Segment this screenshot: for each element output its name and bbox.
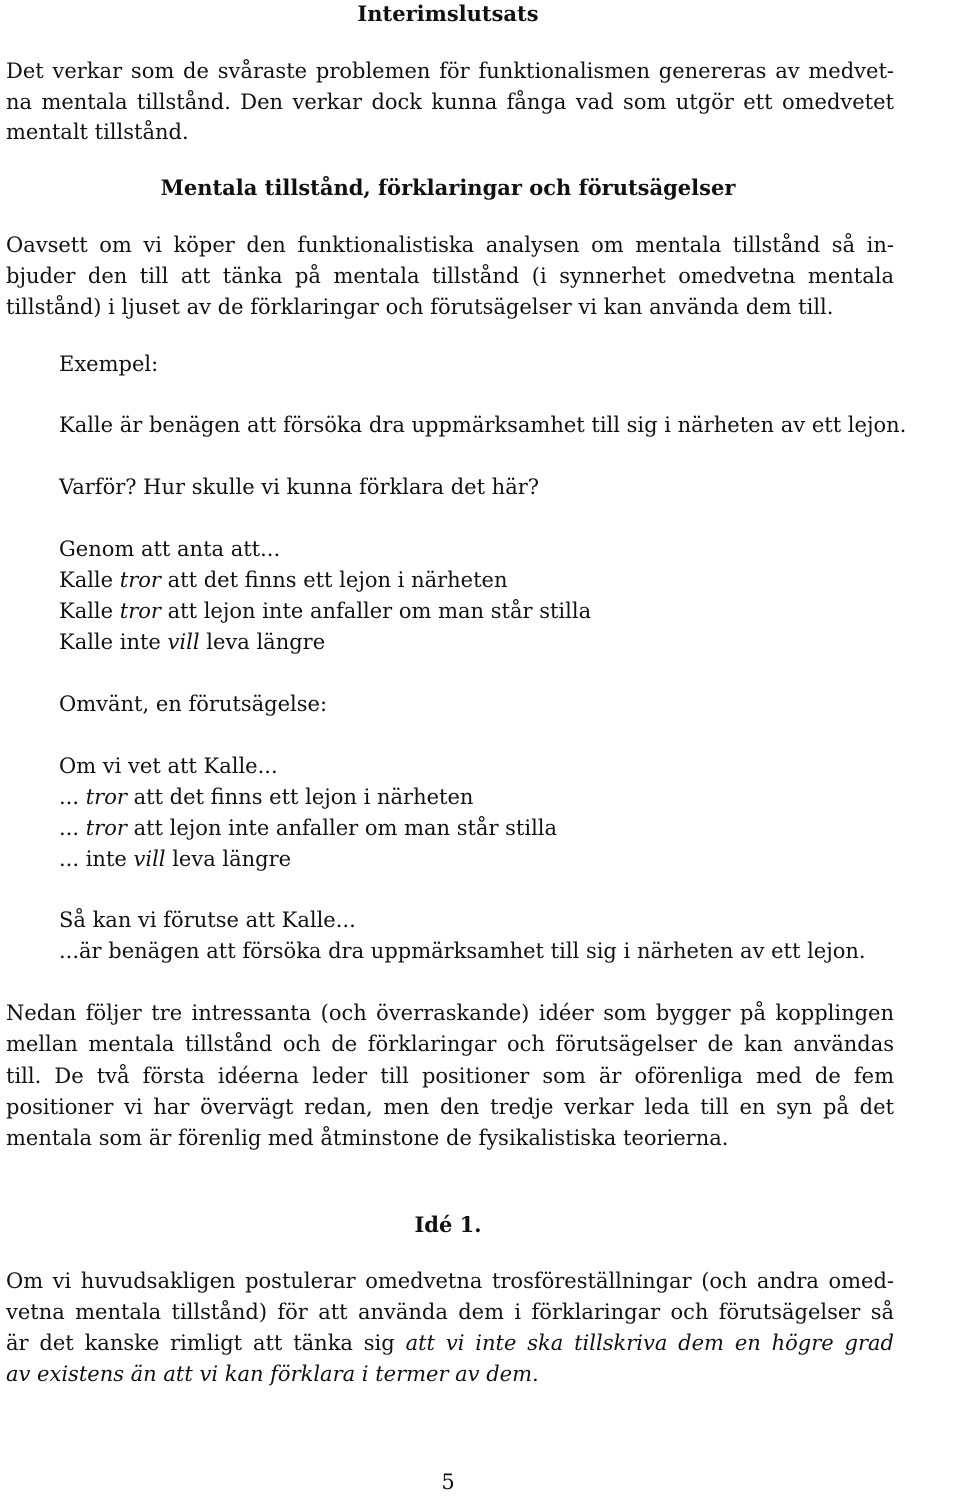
para2-line1: Oavsett om vi köper den funktionalistiska analysen om mentala tillstånd så in-: [6, 233, 894, 257]
conversely-label: Omvänt, en förutsägelse:: [59, 692, 328, 716]
page-number: 5: [441, 1470, 455, 1494]
belief2-subject: Kalle: [59, 599, 114, 623]
para3-line2: mellan mentala tillstånd och de förklaringar och förutsägelser de kan användas: [6, 1032, 894, 1056]
belief2-rest: att lejon inte anfaller om man står stilla: [167, 599, 592, 623]
predict-desire-verb: vill: [133, 847, 166, 871]
belief2-verb: tror: [119, 599, 161, 623]
predict-belief-2: [59, 814, 557, 842]
para3-line3: till. De två första idéerna leder till positioner som är oförenliga med de fem: [6, 1064, 894, 1088]
para3-line5: mentala som är förenlig med åtminstone de fysikalistiska teorierna.: [6, 1126, 729, 1150]
belief-line-1: [59, 566, 508, 594]
belief1-rest: att det finns ett lejon i närheten: [167, 568, 508, 592]
predict-belief1-ellipsis: ...: [59, 785, 80, 809]
desire-verb: vill: [167, 630, 200, 654]
if-know-line: Om vi vet att Kalle...: [59, 754, 278, 778]
para3-line4: positioner vi har övervägt redan, men den tredje verkar leda till en syn på det: [6, 1095, 894, 1119]
idea-heading: Idé 1.: [414, 1212, 482, 1237]
predict-belief1-verb: tror: [85, 785, 127, 809]
example-label: Exempel:: [59, 352, 159, 376]
belief1-verb: tror: [119, 568, 161, 592]
para4-line3-italic: att vi inte ska tillskriva dem en högre grad: [405, 1331, 894, 1355]
para4-line4: av existens än att vi kan förklara i termer av dem.: [6, 1362, 539, 1386]
predict-line: Så kan vi förutse att Kalle...: [59, 908, 356, 932]
example-question: Varför? Hur skulle vi kunna förklara det här?: [59, 475, 540, 499]
desire-line: [59, 628, 325, 656]
para2-line2: bjuder den till att tänka på mentala tillstånd (i synnerhet omedvetna mentala: [6, 264, 894, 288]
para3-line1: Nedan följer tre intressanta (och överraskande) idéer som bygger på kopplingen: [6, 1001, 894, 1025]
predict-result-line: ...är benägen att försöka dra uppmärksamhet till sig i närheten av ett lejon.: [59, 939, 866, 963]
desire-rest: leva längre: [206, 630, 326, 654]
example-scenario: Kalle är benägen att försöka dra uppmärksamhet till sig i närheten av ett lejon.: [59, 413, 907, 437]
para4-line3-plain: är det kanske rimligt att tänka sig: [6, 1331, 395, 1355]
predict-desire: [59, 845, 291, 873]
para2-line3: tillstånd) i ljuset av de förklaringar och förutsägelser vi kan använda dem till.: [6, 295, 834, 319]
para4-line3: [6, 1329, 894, 1357]
predict-belief2-verb: tror: [85, 816, 127, 840]
para1-line3: mentalt tillstånd.: [6, 120, 189, 144]
para4-line2: vetna mentala tillstånd) för att använda dem i förklaringar och förutsägelser så: [6, 1300, 894, 1324]
predict-belief1-rest: att det finns ett lejon i närheten: [133, 785, 474, 809]
para1-line1: Det verkar som de svåraste problemen för funktionalismen genereras av medvet-: [6, 59, 894, 83]
heading-interimslutsats: Interimslutsats: [357, 1, 539, 26]
predict-belief2-rest: att lejon inte anfaller om man står stilla: [133, 816, 558, 840]
predict-desire-pre: ... inte: [59, 847, 127, 871]
heading-mentala-tillstand: Mentala tillstånd, förklaringar och förutsägelser: [160, 175, 736, 200]
para4-line1: Om vi huvudsakligen postulerar omedvetna trosföreställningar (och andra omed-: [6, 1269, 894, 1293]
belief-line-2: [59, 597, 591, 625]
example-assume: Genom att anta att...: [59, 537, 281, 561]
predict-belief2-ellipsis: ...: [59, 816, 80, 840]
predict-belief-1: [59, 783, 473, 811]
para1-line2: na mentala tillstånd. Den verkar dock kunna fånga vad som utgör ett omedvetet: [6, 90, 894, 114]
belief1-subject: Kalle: [59, 568, 114, 592]
predict-desire-rest: leva längre: [172, 847, 292, 871]
desire-pre: Kalle inte: [59, 630, 161, 654]
